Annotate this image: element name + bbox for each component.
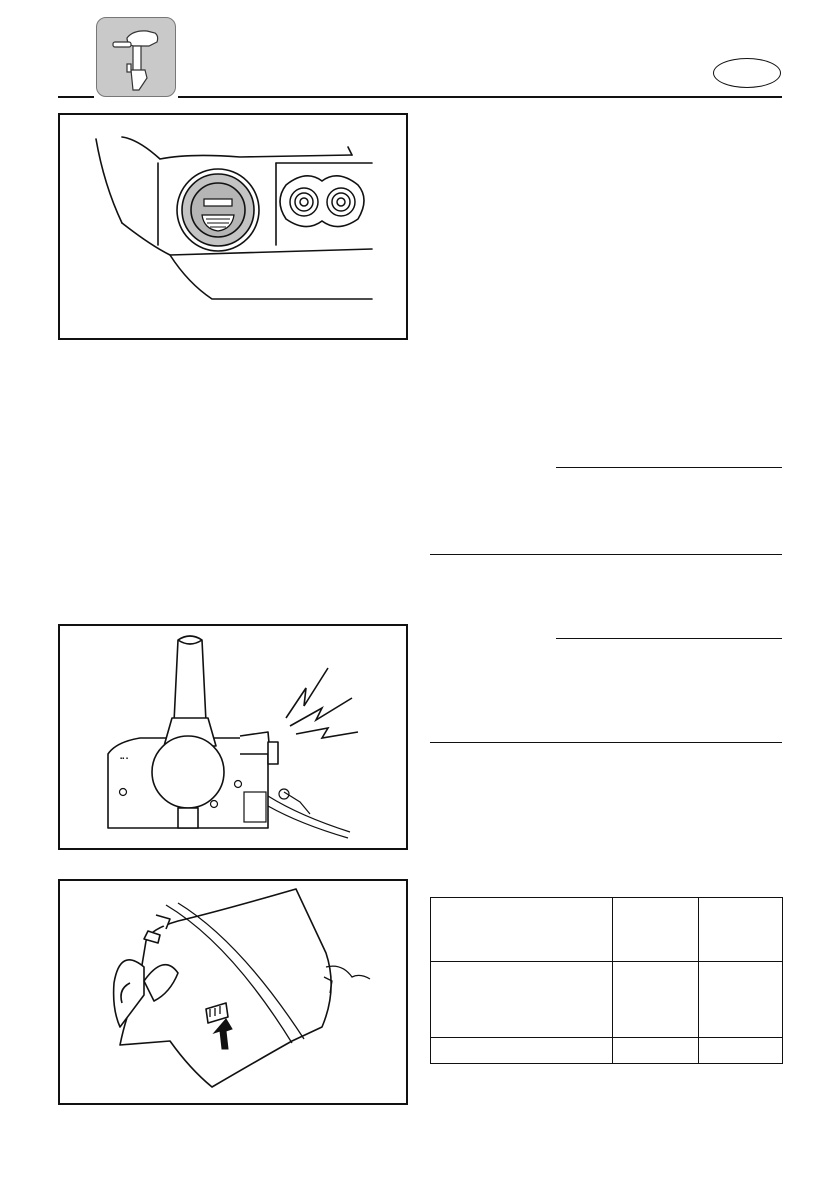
table-row (431, 1038, 783, 1064)
header-rule-left (58, 96, 94, 98)
remote-control-illustration (60, 626, 406, 848)
key-switch-illustration (60, 115, 406, 338)
rule-1 (556, 467, 782, 468)
outboard-motor-icon (97, 18, 175, 96)
lower-unit-illustration (60, 881, 406, 1103)
table-row (431, 898, 783, 962)
header-rule-right (178, 96, 782, 98)
figure-key-switch (58, 113, 408, 340)
rule-3 (556, 638, 782, 639)
chapter-tab (96, 17, 176, 97)
rule-4 (430, 742, 782, 743)
spec-table (430, 897, 783, 1064)
table-cell (699, 1038, 783, 1064)
rule-2 (430, 554, 782, 555)
svg-text:▪▪ ▪: ▪▪ ▪ (120, 756, 129, 762)
table-cell (699, 962, 783, 1038)
table-cell (613, 898, 699, 962)
table-row (431, 962, 783, 1038)
buzzer-sound-icon (286, 668, 358, 738)
table-cell (431, 962, 613, 1038)
table-cell (699, 898, 783, 962)
table-cell (431, 898, 613, 962)
table-cell (431, 1038, 613, 1064)
figure-lower-unit (58, 879, 408, 1105)
table-cell (613, 1038, 699, 1064)
figure-remote-control (58, 624, 408, 850)
table-cell (613, 962, 699, 1038)
language-badge (713, 58, 781, 88)
